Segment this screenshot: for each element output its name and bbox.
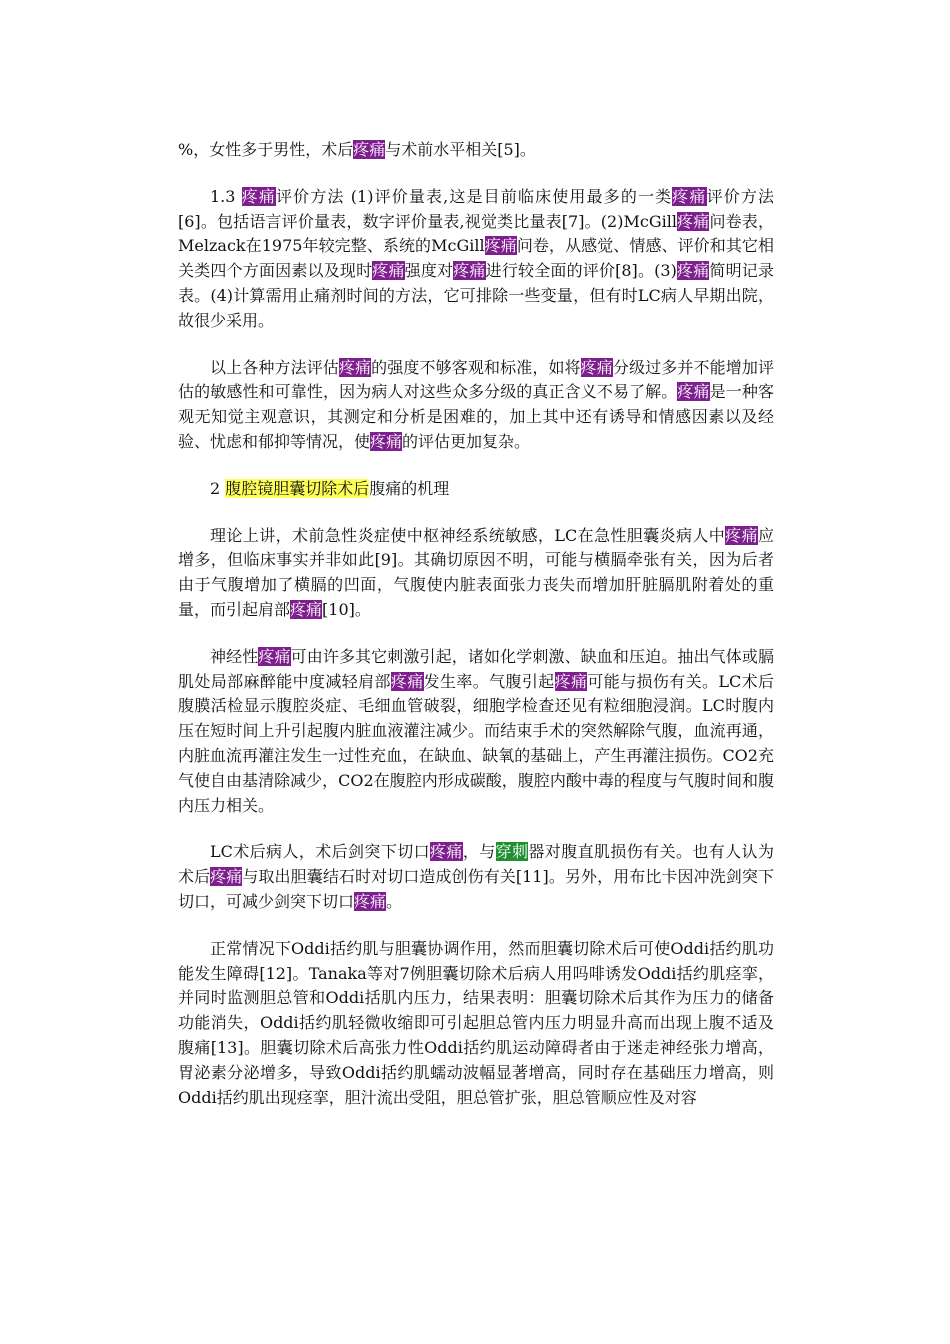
highlighted-term: 疼痛 [353, 140, 386, 159]
highlighted-term: 疼痛 [725, 525, 758, 545]
highlighted-term: 疼痛 [354, 891, 387, 911]
section-heading [178, 477, 774, 502]
text-run: 与术前水平相关[5]。 [385, 140, 536, 159]
highlighted-term: 疼痛 [370, 431, 403, 451]
text-run: %，女性多于男性，术后 [178, 140, 354, 159]
highlighted-term: 疼痛 [430, 842, 463, 862]
text-run: 评价方法[6]。包括语言评价量表，数字评价量表,视觉类比量表[7]。(2)McGill [178, 186, 774, 231]
text-run: LC术后病人，术后剑突下切口 [210, 842, 431, 862]
highlighted-term: 疼痛 [677, 382, 710, 402]
highlighted-term: 腹腔镜胆囊切除术后 [225, 478, 370, 498]
body-paragraph [178, 645, 774, 819]
text-run: 评价方法 (1)评价量表,这是目前临床使用最多的一类 [275, 186, 673, 206]
text-run: [10]。 [322, 599, 371, 619]
body-paragraph [178, 524, 774, 623]
body-paragraph [178, 840, 774, 914]
highlighted-term: 疼痛 [241, 186, 276, 206]
highlighted-term: 疼痛 [210, 867, 243, 887]
text-run: 的评估更加复杂。 [402, 431, 531, 451]
text-run: 进行较全面的评价[8]。(3) [485, 261, 677, 281]
highlighted-term: 疼痛 [338, 357, 372, 377]
text-run: 简明记录表。(4)计算需用止痛剂时间的方法，它可排除一些变量，但有时LC病人早期出院，故很少采用。 [178, 261, 774, 330]
highlighted-term: 疼痛 [554, 671, 588, 691]
text-run: 可能与损伤有关。LC术后腹膜活检显示腹腔炎症、毛细血管破裂，细胞学检查还见有粒细胞浸润。LC时腹内压在短时间上升引起腹内脏血液灌注减少。而结束手术的突然解除气腹，血流再通，内脏血流再灌注发生一过性充血，在缺血、缺氧的基础上，产生再灌注损伤。CO2充气使自由基清除减少，CO2在腹腔内形成碳酸，腹腔内酸中毒的程度与气腹时间和腹内压力相关。 [178, 671, 774, 815]
highlighted-term: 疼痛 [390, 671, 424, 691]
text-run: 理论上讲，术前急性炎症使中枢神经系统敏感，LC在急性胆囊炎病人中 [210, 525, 726, 545]
text-run: 正常情况下Oddi括约肌与胆囊协调作用，然而胆囊切除术后可使Oddi括约肌功能发生障碍[12]。Tanaka等对7例胆囊切除术后病人用吗啡诱发Oddi括约肌痉挛，并同时监测胆总管和Oddi括肌内压力，结果表明：胆囊切除术后其作为压力的储备功能消失，Oddi括约肌轻微收缩即可引起胆总管内压力明显升高而出现上腹不适及腹痛[13]。胆囊切除术后高张力性Oddi括约肌运动障碍者由于迷走神经张力增高，胃泌素分泌增多，导致Oddi括约肌蠕动波幅显著增高，同时存在基础压力增高，则Oddi括约肌出现痉挛，胆汁流出受阻，胆总管扩张，胆总管顺应性及对容 [178, 938, 774, 1107]
text-run: 可由许多其它刺激引起，诸如化学刺激、缺血和压迫。抽出气体或膈肌处局部麻醉能中度减轻肩部 [178, 646, 774, 691]
document-page [178, 138, 774, 1132]
highlighted-term: 疼痛 [372, 261, 405, 281]
text-run: ，与 [462, 842, 496, 862]
text-run: 应增多，但临床事实并非如此[9]。其确切原因不明，可能与横膈牵张有关，因为后者由于气腹增加了横膈的凹面，气腹使内脏表面张力丧失而增加肝脏膈肌附着处的重量，而引起肩部 [178, 525, 774, 619]
text-run: 以上各种方法评估 [210, 357, 339, 377]
highlighted-term: 穿刺 [495, 842, 529, 862]
highlighted-term: 疼痛 [580, 357, 613, 377]
text-run: 问卷，从感觉、情感、评价和其它相关类四个方面因素以及现时 [178, 236, 774, 281]
text-run: 器对腹直肌损伤有关。也有人认为术后 [178, 842, 774, 887]
text-run: 问卷表，Melzack在1975年较完整、系统的McGill [178, 211, 774, 256]
text-run: 1.3 [210, 186, 242, 206]
text-run: 。 [386, 891, 403, 911]
highlighted-term: 疼痛 [676, 261, 710, 281]
body-paragraph [178, 138, 774, 163]
text-run: 与取出胆囊结石时对切口造成创伤有关[11]。另外，用布比卡因冲洗剑突下切口，可减少剑突下切口 [178, 867, 774, 911]
text-run: 腹痛的机理 [369, 478, 450, 498]
text-run: 强度对 [404, 261, 454, 281]
highlighted-term: 疼痛 [676, 211, 710, 231]
text-run: 2 [210, 478, 226, 498]
highlighted-term: 疼痛 [672, 186, 707, 206]
text-run: 神经性 [210, 646, 259, 666]
body-paragraph [178, 937, 774, 1111]
text-run: 发生率。气腹引起 [423, 671, 555, 691]
highlighted-term: 疼痛 [258, 646, 291, 666]
text-run: 是一种客观无知觉主观意识，其测定和分析是困难的，加上其中还有诱导和情感因素以及经验、忧虑和郁抑等情况，使 [178, 382, 774, 451]
text-run: 分级过多并不能增加评估的敏感性和可靠性，因为病人对这些众多分级的真正含义不易了解。 [178, 357, 774, 402]
highlighted-term: 疼痛 [484, 236, 517, 256]
highlighted-term: 疼痛 [453, 261, 486, 281]
highlighted-term: 疼痛 [290, 599, 323, 619]
body-paragraph [178, 356, 774, 455]
body-paragraph [178, 185, 774, 334]
text-run: 的强度不够客观和标准，如将 [371, 357, 581, 377]
